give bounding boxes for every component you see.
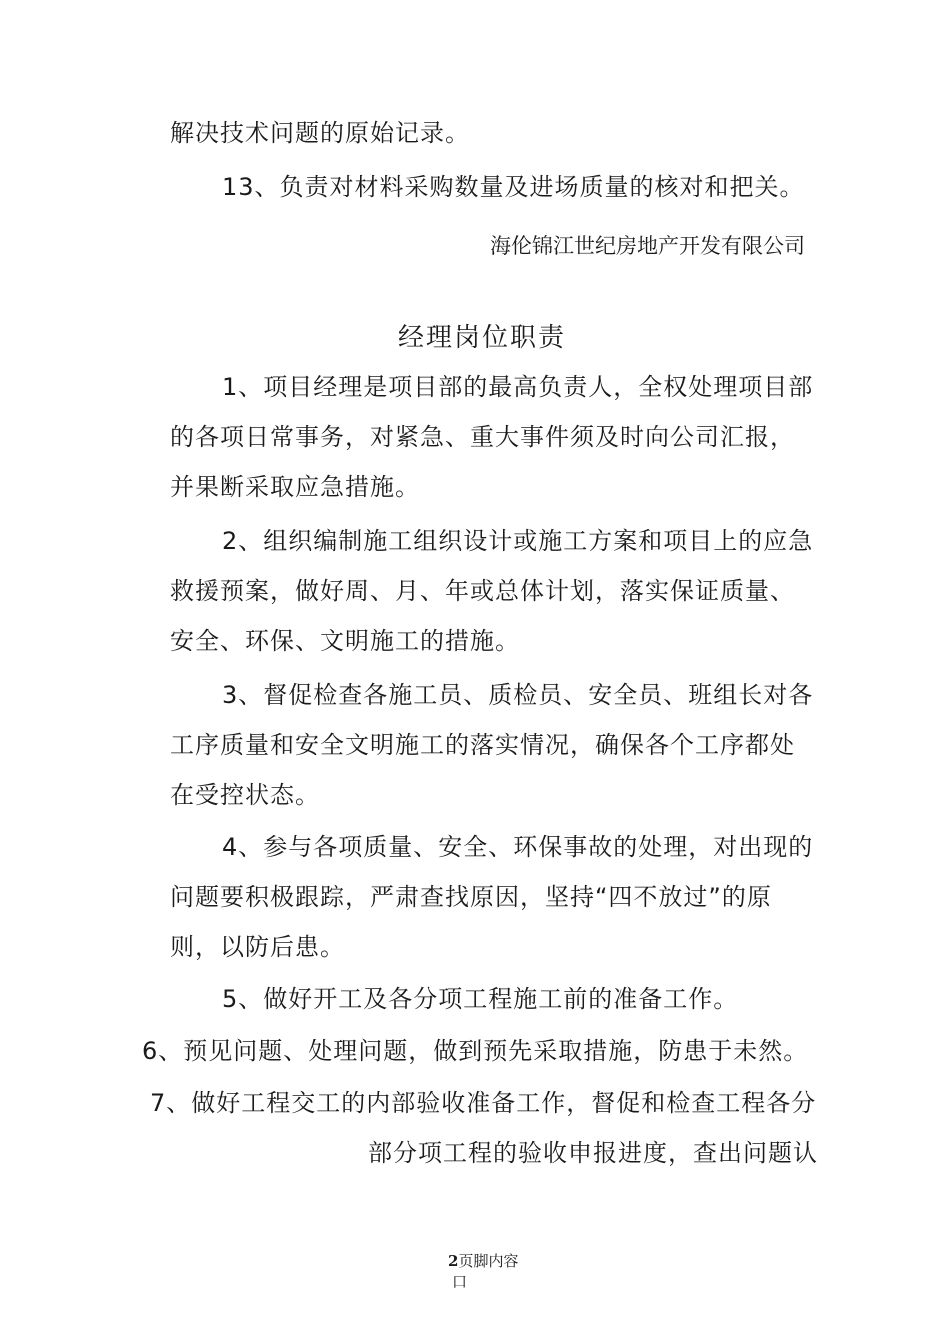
list-item-1-line-3: 并果断采取应急措施。 — [170, 473, 420, 501]
list-item-4-line-2: 问题要积极跟踪，严肃查找原因，坚持“四不放过”的原 — [170, 883, 772, 911]
section-title: 经理岗位职责 — [398, 323, 567, 353]
list-item-3-line-2: 工序质量和安全文明施工的落实情况，确保各个工序都处 — [170, 731, 795, 759]
list-item-7-line-1: 7、做好工程交工的内部验收准备工作，督促和检查工程各分 — [150, 1089, 817, 1117]
list-item-3-line-1: 3、督促检查各施工员、质检员、安全员、班组长对各 — [222, 681, 814, 709]
list-item-3-line-3: 在受控状态。 — [170, 781, 320, 809]
list-item-1-line-1: 1、项目经理是项目部的最高负责人，全权处理项目部 — [222, 373, 814, 401]
footer-box-glyph: 口 — [452, 1273, 468, 1291]
list-item-7-line-2: 部分项工程的验收申报进度，查出问题认 — [368, 1139, 818, 1167]
list-item-2-line-1: 2、组织编制施工组织设计或施工方案和项目上的应急 — [222, 527, 814, 555]
list-item-6: 6、预见问题、处理问题，做到预先采取措施，防患于未然。 — [142, 1037, 809, 1065]
list-item-4-line-1: 4、参与各项质量、安全、环保事故的处理，对出现的 — [222, 833, 814, 861]
page-footer — [448, 1251, 518, 1271]
list-item-1-line-2: 的各项日常事务，对紧急、重大事件须及时向公司汇报， — [170, 423, 795, 451]
footer-label: 页脚内容 — [458, 1252, 519, 1270]
list-item-2-line-3: 安全、环保、文明施工的措施。 — [170, 627, 520, 655]
company-name: 海伦锦江世纪房地产开发有限公司 — [490, 234, 805, 258]
list-item-13: 13、负责对材料采购数量及进场质量的核对和把关。 — [222, 173, 805, 201]
page-number: 2 — [448, 1252, 459, 1270]
list-item-2-line-2: 救援预案，做好周、月、年或总体计划，落实保证质量、 — [170, 577, 795, 605]
text-line-record: 解决技术问题的原始记录。 — [170, 119, 470, 147]
list-item-4-line-3: 则，以防后患。 — [170, 933, 345, 961]
list-item-5: 5、做好开工及各分项工程施工前的准备工作。 — [222, 985, 739, 1013]
